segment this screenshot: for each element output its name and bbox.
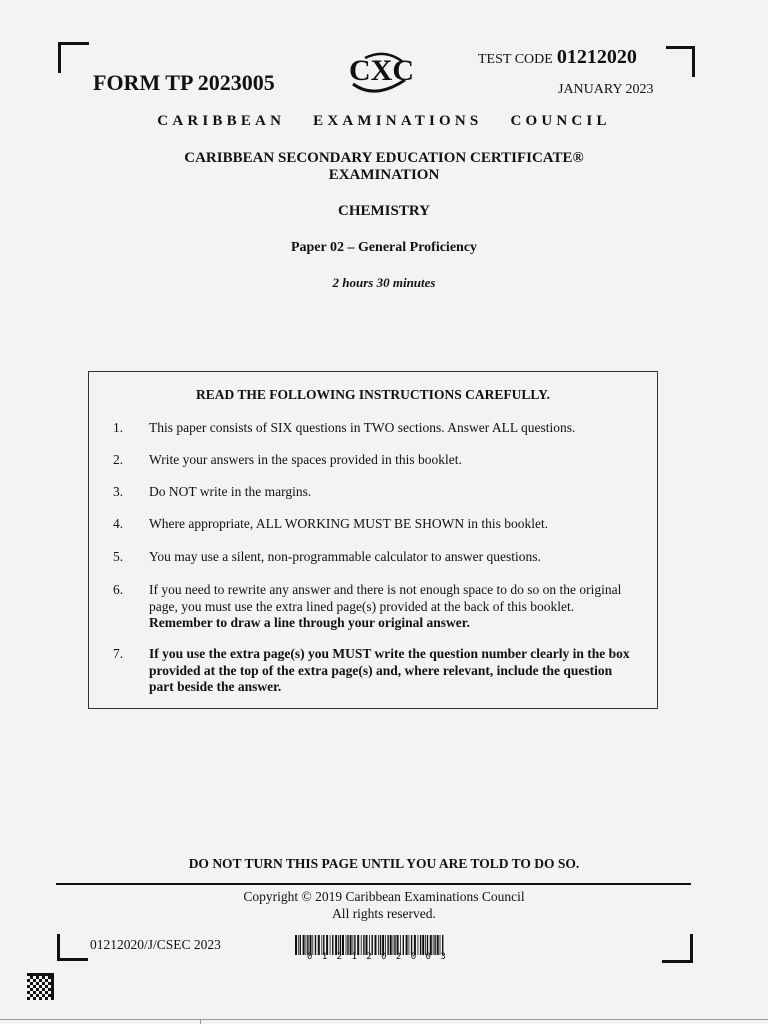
instruction-number: 1. xyxy=(113,420,124,435)
qr-module xyxy=(36,994,39,997)
qr-module xyxy=(51,997,54,1000)
instruction-text-block xyxy=(149,582,639,632)
qr-module xyxy=(30,994,33,997)
council-name xyxy=(0,113,768,130)
qr-module xyxy=(30,976,33,979)
corner-mark-bottom-left xyxy=(57,934,88,961)
instruction-emphasis: Remember to draw a line through your original answer. xyxy=(149,615,470,630)
qr-module xyxy=(42,988,45,991)
cxc-logo xyxy=(345,50,415,98)
qr-module xyxy=(39,997,42,1000)
exam-date: JANUARY 2023 xyxy=(558,82,654,97)
logo-lettering: CXC xyxy=(349,54,414,87)
qr-module xyxy=(51,982,54,985)
qr-module xyxy=(30,973,33,976)
qr-module xyxy=(33,973,36,976)
qr-module xyxy=(45,979,48,982)
barcode-bar xyxy=(298,935,299,955)
instruction-number: 2. xyxy=(113,452,124,467)
qr-module xyxy=(51,988,54,991)
instruction-text: If you need to rewrite any answer and there is not enough space to do so on the original page, you must use the extra lined page(s) provided at the back of this booklet. xyxy=(149,582,622,614)
qr-module xyxy=(45,985,48,988)
qr-module xyxy=(27,973,30,976)
test-code-number: 01212020 xyxy=(556,46,637,68)
instruction-emphasis: If you use the extra page(s) you MUST write the question number clearly in the box provided at the top of the extra page(s) and, where relevant, include the question part beside the answer. xyxy=(149,646,630,694)
duration: 2 hours 30 minutes xyxy=(332,275,436,290)
barcode-digits: 0121202003 xyxy=(307,952,456,962)
barcode-bar xyxy=(295,935,297,955)
subject-title: CHEMISTRY xyxy=(338,203,430,219)
qr-module xyxy=(45,991,48,994)
qr-module xyxy=(42,973,45,976)
qr-module xyxy=(36,976,39,979)
qr-module xyxy=(51,976,54,979)
qr-module xyxy=(33,997,36,1000)
qr-module xyxy=(42,982,45,985)
qr-module xyxy=(48,994,51,997)
qr-module xyxy=(45,997,48,1000)
qr-module xyxy=(27,985,30,988)
qr-module xyxy=(33,985,36,988)
instruction-number: 5. xyxy=(113,549,124,564)
instruction-number: 6. xyxy=(113,582,124,597)
qr-module xyxy=(48,982,51,985)
instruction-number: 7. xyxy=(113,646,124,661)
qr-module xyxy=(30,982,33,985)
qr-code xyxy=(27,973,54,1000)
qr-module xyxy=(39,973,42,976)
qr-module xyxy=(42,994,45,997)
qr-module xyxy=(45,973,48,976)
barcode-bar xyxy=(300,935,301,955)
instruction-text-block xyxy=(149,646,639,696)
qr-module xyxy=(48,988,51,991)
barcode-bar xyxy=(303,935,305,955)
page-edge-line xyxy=(0,1019,768,1020)
rights-line: All rights reserved. xyxy=(332,906,436,921)
corner-mark-top-left xyxy=(58,42,89,73)
qr-module xyxy=(33,979,36,982)
instruction-text: You may use a silent, non-programmable calculator to answer questions. xyxy=(149,549,541,564)
qr-module xyxy=(36,988,39,991)
qr-module xyxy=(48,976,51,979)
qr-module xyxy=(27,991,30,994)
instruction-text: Where appropriate, ALL WORKING MUST BE SHOWN in this booklet. xyxy=(149,516,549,531)
qr-module xyxy=(51,991,54,994)
footer-rule xyxy=(56,883,691,885)
instruction-number: 4. xyxy=(113,516,124,531)
council-word-2: EXAMINATIONS xyxy=(313,113,483,129)
copyright-line: Copyright © 2019 Caribbean Examinations Council xyxy=(243,889,525,904)
qr-module xyxy=(51,994,54,997)
paper-title: Paper 02 – General Proficiency xyxy=(290,240,478,255)
qr-module xyxy=(51,973,54,976)
qr-module xyxy=(39,985,42,988)
qr-module xyxy=(39,979,42,982)
qr-module xyxy=(51,985,54,988)
qr-module xyxy=(39,991,42,994)
do-not-turn-warning: DO NOT TURN THIS PAGE UNTIL YOU ARE TOLD TO DO SO. xyxy=(188,856,580,871)
test-code-label: TEST CODE xyxy=(478,52,553,67)
corner-mark-bottom-right xyxy=(662,934,693,963)
corner-mark-top-right xyxy=(666,46,695,77)
paper-code: 01212020/J/CSEC 2023 xyxy=(90,937,221,952)
qr-module xyxy=(42,976,45,979)
qr-module xyxy=(33,991,36,994)
instruction-number: 3. xyxy=(113,484,124,499)
instructions-box xyxy=(88,371,658,709)
qr-module xyxy=(36,973,39,976)
council-word-1: CARIBBEAN xyxy=(157,113,286,129)
form-code: FORM TP 2023005 xyxy=(93,70,275,95)
qr-module xyxy=(30,988,33,991)
qr-module xyxy=(27,997,30,1000)
qr-module xyxy=(27,979,30,982)
instructions-heading: READ THE FOLLOWING INSTRUCTIONS CAREFULLY. xyxy=(196,387,550,402)
instruction-text: This paper consists of SIX questions in TWO sections. Answer ALL questions. xyxy=(149,420,576,435)
instruction-text: Write your answers in the spaces provided in this booklet. xyxy=(149,452,462,467)
examination-title: EXAMINATION xyxy=(328,167,440,183)
qr-module xyxy=(48,973,51,976)
instruction-text: Do NOT write in the margins. xyxy=(149,484,312,499)
certificate-title: CARIBBEAN SECONDARY EDUCATION CERTIFICATE® xyxy=(184,150,584,166)
qr-module xyxy=(36,982,39,985)
test-code xyxy=(478,46,637,69)
council-word-3: COUNCIL xyxy=(510,113,611,129)
page-edge-tick xyxy=(200,1019,201,1024)
qr-module xyxy=(51,979,54,982)
